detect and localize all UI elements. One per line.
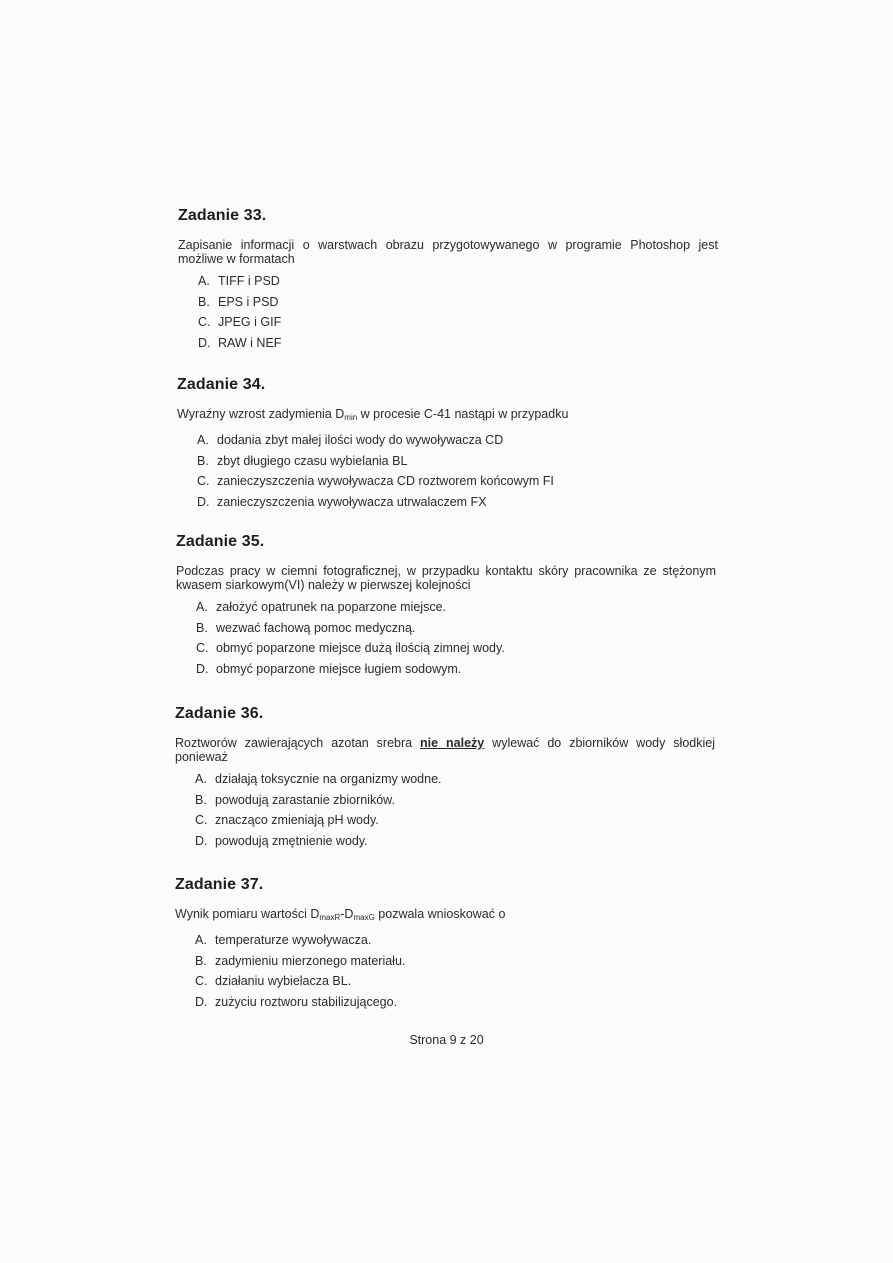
answer-option (196, 638, 716, 659)
answer-text: JPEG i GIF (218, 315, 282, 329)
task-title: Zadanie 33. (178, 207, 267, 224)
answer-option (195, 810, 715, 831)
answer-letter: A. (195, 772, 207, 786)
answer-text: temperaturze wywoływacza. (215, 933, 372, 947)
task-title: Zadanie 36. (175, 705, 264, 722)
task-prompt: Zapisanie informacji o warstwach obrazu przygotowywanego w programie Photoshop jest możliwe w formatach (178, 238, 718, 266)
answer-option (197, 492, 717, 513)
answer-list (175, 930, 715, 1012)
answer-letter: D. (195, 994, 208, 1009)
answer-text: wezwać fachową pomoc medyczną. (216, 620, 416, 635)
answer-text: zanieczyszczenia wywoływacza utrwalaczem FX (217, 494, 487, 509)
task-36 (175, 705, 715, 851)
page-number: Strona 9 z 20 (409, 1033, 484, 1047)
answer-text: zużyciu roztworu stabilizującego. (215, 994, 398, 1009)
task-prompt: Wynik pomiaru wartości $D_{maxR}-D_{maxG}$ pozwala wnioskować o (175, 907, 506, 922)
task-33 (178, 207, 718, 353)
task-35 (176, 533, 716, 679)
answer-text: zadymieniu mierzonego materiału. (215, 953, 406, 968)
task-37 (175, 876, 715, 1012)
answer-letter: B. (197, 453, 209, 468)
answer-option (198, 312, 718, 333)
answer-text: zanieczyszczenia wywoływacza CD roztworem końcowym FI (217, 474, 554, 488)
answer-option (195, 951, 715, 972)
answer-letter: B. (195, 953, 207, 968)
answer-letter: C. (198, 315, 211, 329)
answer-letter: C. (196, 641, 209, 655)
answer-letter: B. (195, 792, 207, 807)
answer-letter: B. (198, 294, 210, 309)
task-34 (177, 376, 717, 512)
answer-option (195, 930, 715, 951)
answer-text: znacząco zmieniają pH wody. (215, 813, 379, 827)
answer-option (198, 292, 718, 313)
answer-option (196, 659, 716, 680)
answer-text: działają toksycznie na organizmy wodne. (215, 772, 442, 786)
answer-text: powodują zmętnienie wody. (215, 833, 368, 848)
answer-text: założyć opatrunek na poparzone miejsce. (216, 600, 446, 614)
answer-text: powodują zarastanie zbiorników. (215, 792, 395, 807)
answer-letter: D. (196, 661, 209, 676)
answer-letter: C. (195, 974, 208, 988)
answer-text: obmyć poparzone miejsce dużą ilością zimnej wody. (216, 641, 505, 655)
answer-list (178, 271, 718, 353)
answer-text: EPS i PSD (218, 294, 279, 309)
answer-text: TIFF i PSD (218, 274, 280, 288)
task-title: Zadanie 34. (177, 376, 266, 393)
answer-option (196, 597, 716, 618)
answer-list (176, 597, 716, 679)
answer-letter: D. (198, 335, 211, 350)
answer-option (195, 992, 715, 1013)
answer-letter: A. (195, 933, 207, 947)
task-prompt: Podczas pracy w ciemni fotograficznej, w przypadku kontaktu skóry pracownika ze stężonym kwasem siarkowym(VI) należy w pierwszej kolejności (176, 564, 716, 592)
answer-option (197, 451, 717, 472)
answer-option (195, 790, 715, 811)
answer-letter: A. (198, 274, 210, 288)
task-title: Zadanie 37. (175, 876, 264, 893)
answer-list (177, 430, 717, 512)
task-prompt: Wyraźny wzrost zadymienia $D_{min}$ w procesie C-41 nastąpi w przypadku (177, 407, 569, 422)
answer-option (198, 271, 718, 292)
answer-option (195, 769, 715, 790)
answer-option (195, 831, 715, 852)
answer-option (196, 618, 716, 639)
answer-letter: D. (195, 833, 208, 848)
answer-letter: D. (197, 494, 210, 509)
answer-text: RAW i NEF (218, 335, 282, 350)
answer-option (195, 971, 715, 992)
answer-text: działaniu wybielacza BL. (215, 974, 352, 988)
answer-option (198, 333, 718, 354)
answer-list (175, 769, 715, 851)
answer-letter: B. (196, 620, 208, 635)
answer-letter: C. (195, 813, 208, 827)
answer-text: dodania zbyt małej ilości wody do wywoływacza CD (217, 433, 504, 447)
emphasis-underline: nie należy (420, 736, 485, 750)
answer-letter: A. (196, 600, 208, 614)
answer-letter: C. (197, 474, 210, 488)
task-prompt: Roztworów zawierających azotan srebra nie należy wylewać do zbiorników wody słodkiej ponieważ (175, 736, 715, 764)
answer-option (197, 471, 717, 492)
answer-text: obmyć poparzone miejsce ługiem sodowym. (216, 661, 462, 676)
answer-letter: A. (197, 433, 209, 447)
answer-text: zbyt długiego czasu wybielania BL (217, 453, 408, 468)
answer-option (197, 430, 717, 451)
task-title: Zadanie 35. (176, 533, 265, 550)
